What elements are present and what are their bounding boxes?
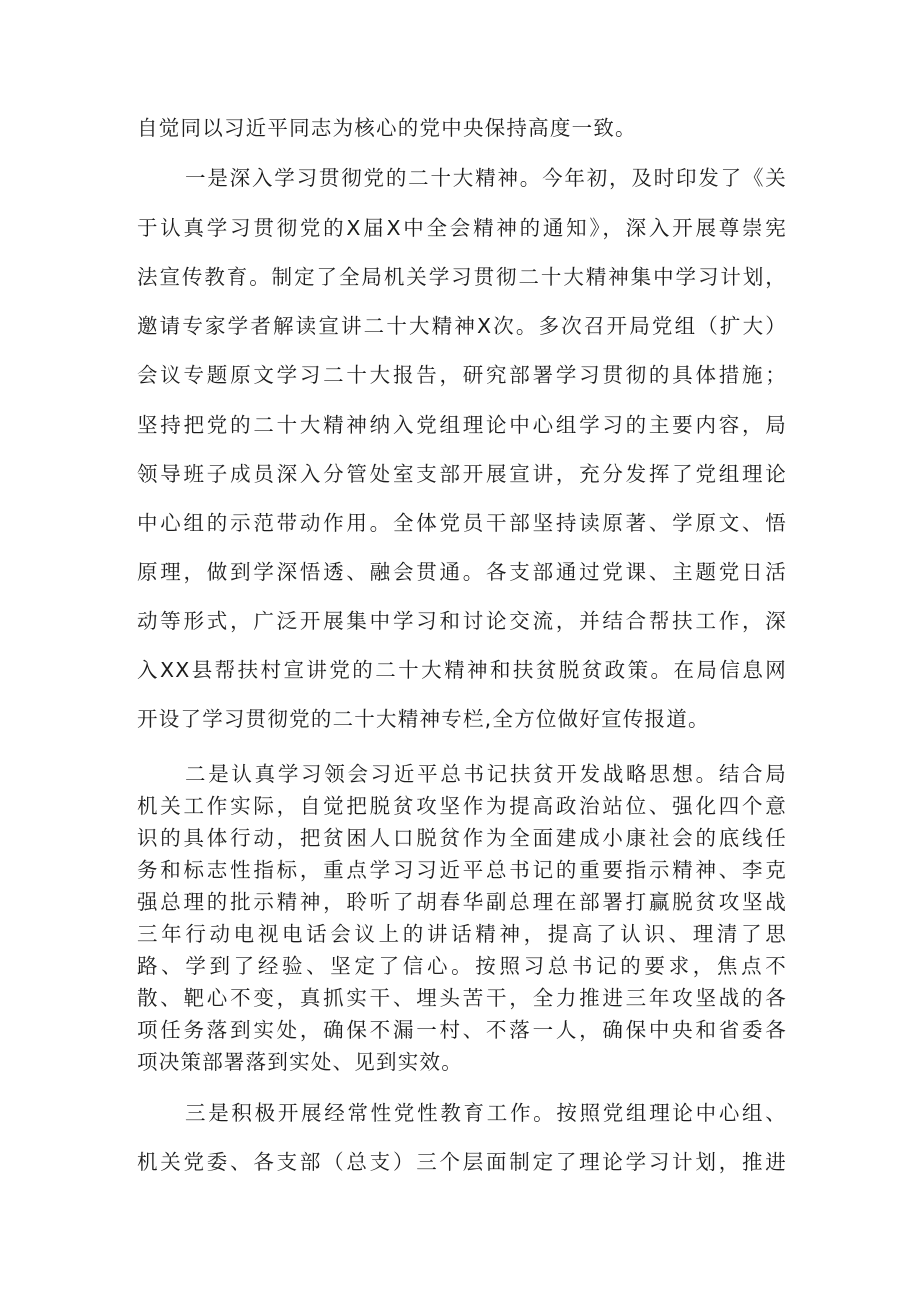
paragraph-1-line-4: 会议专题原文学习二十大报告，研究部署学习贯彻的具体措施； [137, 363, 787, 387]
paragraph-3-line-0: 三是积极开展经常性党性教育工作。按照党组理论中心组、 [185, 1101, 787, 1125]
paragraph-2-line-6: 路、学到了经验、坚定了信心。按照习总书记的要求，焦点不 [137, 954, 787, 978]
paragraph-2-line-3: 务和标志性指标，重点学习习近平总书记的重要指示精神、李克 [137, 858, 787, 882]
paragraph-1-line-5: 坚持把党的二十大精神纳入党组理论中心组学习的主要内容，局 [137, 413, 787, 437]
paragraph-1-line-1: 于认真学习贯彻党的X届X中全会精神的通知》，深入开展尊崇宪 [137, 216, 787, 240]
paragraph-1-line-8: 原理，做到学深悟透、融会贯通。各支部通过党课、主题党日活 [137, 560, 787, 584]
paragraph-2-line-1: 机关工作实际，自觉把脱贫攻坚作为提高政治站位、强化四个意 [137, 794, 787, 818]
paragraph-1-line-10: 入XX县帮扶村宣讲党的二十大精神和扶贫脱贫政策。在局信息网 [137, 658, 787, 682]
paragraph-2-line-2: 识的具体行动，把贫困人口脱贫作为全面建成小康社会的底线任 [137, 826, 787, 850]
paragraph-1-line-6: 领导班子成员深入分管处室支部开展宣讲，充分发挥了党组理论 [137, 462, 787, 486]
paragraph-2-line-8: 项任务落到实处，确保不漏一村、不落一人，确保中央和省委各 [137, 1018, 787, 1042]
paragraph-2-line-9: 项决策部署落到实处、见到实效。 [137, 1050, 463, 1074]
paragraph-2-line-4: 强总理的批示精神，聆听了胡春华副总理在部署打赢脱贫攻坚战 [137, 890, 787, 914]
paragraph-0-line-0: 自觉同以习近平同志为核心的党中央保持高度一致。 [137, 116, 637, 140]
paragraph-2-line-0: 二是认真学习领会习近平总书记扶贫开发战略思想。结合局 [185, 762, 787, 786]
paragraph-1-line-9: 动等形式，广泛开展集中学习和讨论交流，并结合帮扶工作，深 [137, 609, 787, 633]
paragraph-2-line-7: 散、靶心不变，真抓实干、埋头苦干，全力推进三年攻坚战的各 [137, 986, 787, 1010]
paragraph-1-line-11: 开设了学习贯彻党的二十大精神专栏,全方位做好宣传报道。 [137, 707, 710, 731]
paragraph-1-line-3: 邀请专家学者解读宣讲二十大精神X次。多次召开局党组（扩大） [137, 314, 787, 338]
paragraph-1-line-7: 中心组的示范带动作用。全体党员干部坚持读原著、学原文、悟 [137, 511, 787, 535]
paragraph-2-line-5: 三年行动电视电话会议上的讲话精神，提高了认识、理清了思 [137, 922, 787, 946]
paragraph-1-line-0: 一是深入学习贯彻党的二十大精神。今年初，及时印发了《关 [185, 166, 787, 190]
paragraph-3-line-1: 机关党委、各支部（总支）三个层面制定了理论学习计划，推进 [137, 1150, 787, 1174]
paragraph-1-line-2: 法宣传教育。制定了全局机关学习贯彻二十大精神集中学习计划， [137, 265, 787, 289]
